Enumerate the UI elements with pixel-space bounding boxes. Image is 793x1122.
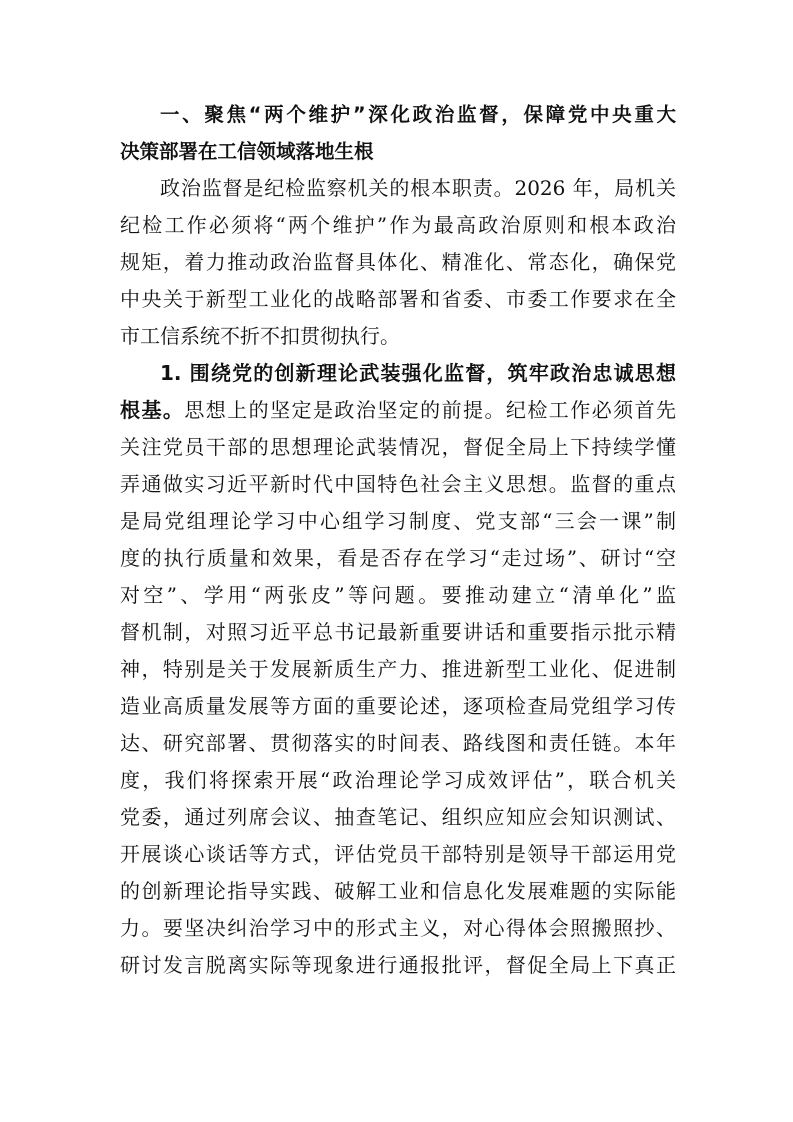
- subsection-title-line-2: 根基。: [120, 398, 185, 422]
- paragraph-2-line: 督机制，对照习近平总书记最新重要讲话和重要指示批示精: [120, 620, 676, 644]
- paragraph-2-line: 的创新理论指导实践、破解工业和信息化发展难题的实际能: [120, 879, 676, 903]
- paragraph-2-line: [120, 392, 676, 429]
- paragraph-2-line: 度的执行质量和效果，看是否存在学习“走过场”、研讨“空: [120, 546, 676, 570]
- paragraph-2-line: 是局党组理论学习中心组学习制度、党支部“三会一课”制: [120, 509, 676, 533]
- section-heading-line-1: 一、聚焦“两个维护”深化政治监督，保障党中央重大: [160, 103, 676, 126]
- paragraph-2-text: 思想上的坚定是政治坚定的前提。纪检工作必须首先: [184, 398, 676, 422]
- paragraph-2-line: 对空”、学用“两张皮”等问题。要推动建立“清单化”监: [120, 583, 676, 607]
- section-heading-line-2: 决策部署在工信领域落地生根: [120, 140, 374, 163]
- paragraph-2-line: 开展谈心谈话等方式，评估党员干部特别是领导干部运用党: [120, 842, 676, 866]
- paragraph-2-line: 达、研究部署、贯彻落实的时间表、路线图和责任链。本年: [120, 731, 676, 755]
- paragraph-2-line: 弄通做实习近平新时代中国特色社会主义思想。监督的重点: [120, 472, 676, 496]
- paragraph-2-line: 造业高质量发展等方面的重要论述，逐项检查局党组学习传: [120, 694, 676, 718]
- paragraph-1-line: 政治监督是纪检监察机关的根本职责。2026 年，局机关: [160, 176, 676, 200]
- paragraph-2-line: 党委，通过列席会议、抽查笔记、组织应知应会知识测试、: [120, 805, 676, 829]
- paragraph-2-line: 关注党员干部的思想理论武装情况，督促全局上下持续学懂: [120, 435, 676, 459]
- paragraph-1-line: 中央关于新型工业化的战略部署和省委、市委工作要求在全: [120, 287, 676, 311]
- paragraph-1-line: 市工信系统不折不扣贯彻执行。: [120, 324, 400, 348]
- document-page: [120, 96, 676, 984]
- paragraph-1-line: 纪检工作必须将“两个维护”作为最高政治原则和根本政治: [120, 213, 676, 237]
- paragraph-2-line: 度，我们将探索开展“政治理论学习成效评估”，联合机关: [120, 768, 676, 792]
- paragraph-2-line: 神，特别是关于发展新质生产力、推进新型工业化、促进制: [120, 657, 676, 681]
- paragraph-2-line: 研讨发言脱离实际等现象进行通报批评，督促全局上下真正: [120, 953, 676, 977]
- paragraph-2-line: 力。要坚决纠治学习中的形式主义，对心得体会照搬照抄、: [120, 916, 676, 940]
- subsection-title-line-1: 1. 围绕党的创新理论武装强化监督，筑牢政治忠诚思想: [160, 361, 676, 385]
- paragraph-1-line: 规矩，着力推动政治监督具体化、精准化、常态化，确保党: [120, 250, 676, 274]
